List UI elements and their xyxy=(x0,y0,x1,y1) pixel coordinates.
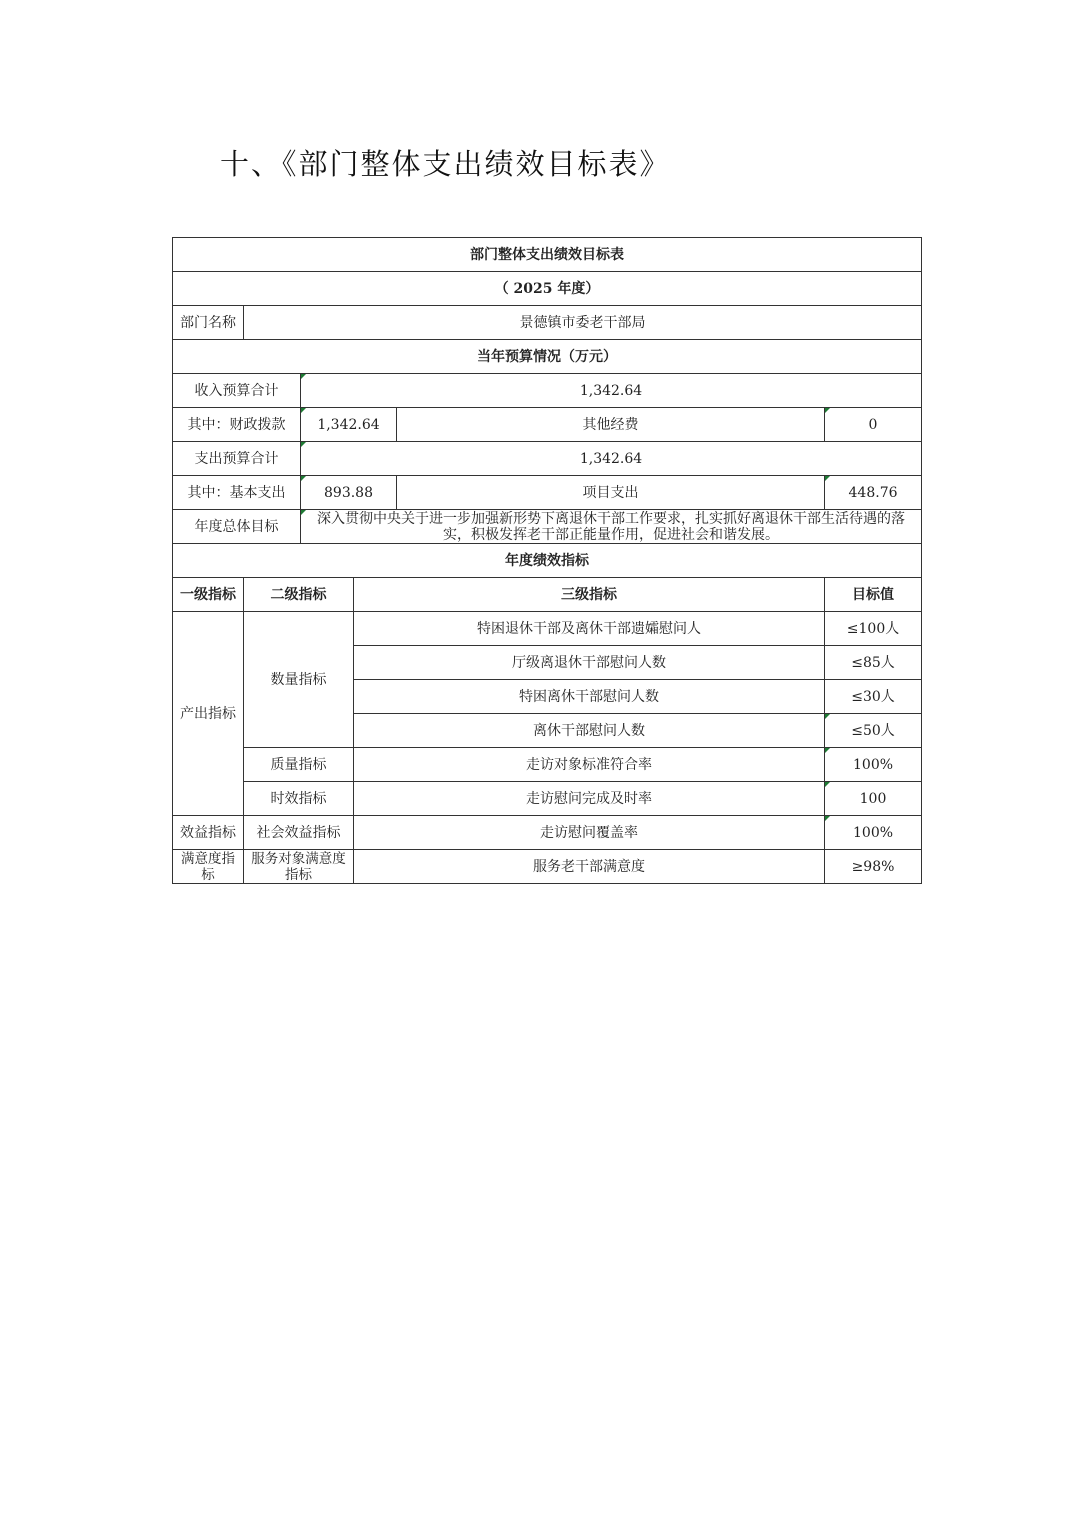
level3-cell: 厅级离退休干部慰问人数 xyxy=(354,646,825,680)
table-row xyxy=(173,612,922,646)
table-row xyxy=(173,782,922,816)
other-funds-label: 其他经费 xyxy=(397,408,825,442)
table-title: 部门整体支出绩效目标表 xyxy=(173,238,922,272)
project-expense-label: 项目支出 xyxy=(397,476,825,510)
target-cell: 100% xyxy=(825,816,922,850)
level3-cell: 离休干部慰问人数 xyxy=(354,714,825,748)
fiscal-label: 其中：财政拨款 xyxy=(173,408,301,442)
level1-satisfaction: 满意度指标 xyxy=(173,850,244,884)
income-total-value: 1,342.64 xyxy=(301,374,922,408)
target-cell: ≤85人 xyxy=(825,646,922,680)
level1-benefit: 效益指标 xyxy=(173,816,244,850)
level3-cell: 走访慰问覆盖率 xyxy=(354,816,825,850)
annual-goal-label: 年度总体目标 xyxy=(173,510,301,544)
income-total-label: 收入预算合计 xyxy=(173,374,301,408)
target-cell: 100% xyxy=(825,748,922,782)
level3-cell: 走访慰问完成及时率 xyxy=(354,782,825,816)
header-target: 目标值 xyxy=(825,578,922,612)
level3-cell: 走访对象标准符合率 xyxy=(354,748,825,782)
project-expense-value: 448.76 xyxy=(825,476,922,510)
expense-total-value: 1,342.64 xyxy=(301,442,922,476)
header-level3: 三级指标 xyxy=(354,578,825,612)
level3-cell: 特困退休干部及离休干部遗孀慰问人 xyxy=(354,612,825,646)
fiscal-value: 1,342.64 xyxy=(301,408,397,442)
performance-target-table xyxy=(172,237,922,884)
basic-expense-label: 其中：基本支出 xyxy=(173,476,301,510)
annual-goal-text: 深入贯彻中央关于进一步加强新形势下离退休干部工作要求，扎实抓好离退休干部生活待遇的落实，积极发挥老干部正能量作用，促进社会和谐发展。 xyxy=(301,510,922,544)
dept-label: 部门名称 xyxy=(173,306,244,340)
level2-quantity: 数量指标 xyxy=(244,612,354,748)
dept-value: 景德镇市委老干部局 xyxy=(244,306,922,340)
level2-social-benefit: 社会效益指标 xyxy=(244,816,354,850)
other-funds-value: 0 xyxy=(825,408,922,442)
level3-cell: 服务老干部满意度 xyxy=(354,850,825,884)
page-heading: 十、《部门整体支出绩效目标表》 xyxy=(220,147,671,181)
basic-expense-value: 893.88 xyxy=(301,476,397,510)
level2-service-satisfaction: 服务对象满意度指标 xyxy=(244,850,354,884)
table-row xyxy=(173,816,922,850)
indicator-section-title: 年度绩效指标 xyxy=(173,544,922,578)
target-cell: ≤50人 xyxy=(825,714,922,748)
level1-output: 产出指标 xyxy=(173,612,244,816)
header-level2: 二级指标 xyxy=(244,578,354,612)
table-row xyxy=(173,850,922,884)
budget-section-title: 当年预算情况（万元） xyxy=(173,340,922,374)
table-year: （ 2025 年度） xyxy=(173,272,922,306)
level2-quality: 质量指标 xyxy=(244,748,354,782)
table-row xyxy=(173,748,922,782)
level3-cell: 特困离休干部慰问人数 xyxy=(354,680,825,714)
target-cell: ≤30人 xyxy=(825,680,922,714)
target-cell: ≥98% xyxy=(825,850,922,884)
target-cell: ≤100人 xyxy=(825,612,922,646)
target-cell: 100 xyxy=(825,782,922,816)
expense-total-label: 支出预算合计 xyxy=(173,442,301,476)
level2-timeliness: 时效指标 xyxy=(244,782,354,816)
header-level1: 一级指标 xyxy=(173,578,244,612)
